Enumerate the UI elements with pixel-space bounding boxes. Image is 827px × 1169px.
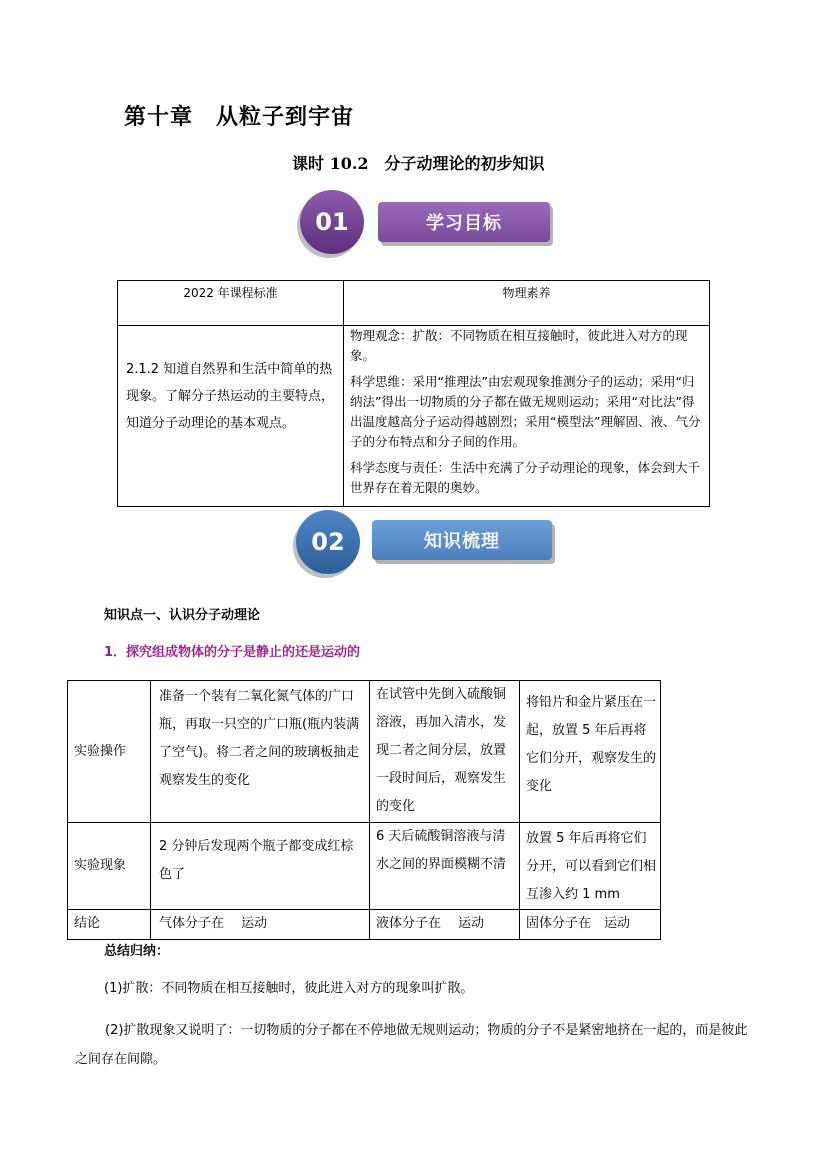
section-number-badge: 02 — [296, 510, 360, 574]
table-cell: 气体分子在 运动 — [151, 910, 370, 940]
row-label: 结论 — [68, 910, 151, 940]
table-header: 物理素养 — [344, 281, 710, 326]
section-banner-goals — [300, 190, 560, 260]
knowledge-point-heading: 知识点一、认识分子动理论 — [104, 608, 261, 623]
table-cell: 在试管中先倒入硫酸铜溶液，再加入清水，发现二者之间分层，放置一段时间后，观察发生的变化 — [370, 681, 520, 823]
experiment-table — [67, 680, 661, 940]
table-cell: 固体分子在 运动 — [520, 910, 661, 940]
literacy-item: 科学思维：采用“推理法”由宏观现象推测分子的运动；采用“归纳法”得出一切物质的分子都在做无规则运动；采用“对比法”得出温度越高分子运动得越剧烈；采用“模型法”理解固、液、气分子的分布特点和分子间的作用。 — [350, 374, 701, 449]
row-label: 实验现象 — [68, 823, 151, 910]
table-cell: 6 天后硫酸铜溶液与清水之间的界面模糊不清 — [370, 823, 520, 910]
literacy-item: 物理观念：扩散：不同物质在相互接触时，彼此进入对方的现象。 — [350, 328, 688, 363]
table-cell: 准备一个装有二氧化氮气体的广口瓶，再取一只空的广口瓶(瓶内装满了空气)。将二者之间的玻璃板抽走观察发生的变化 — [151, 681, 370, 823]
table-cell: 将铅片和金片紧压在一起，放置 5 年后再将它们分开，观察发生的变化 — [520, 681, 661, 823]
literacy-cell — [344, 326, 710, 507]
table-cell: 2 分钟后发现两个瓶子都变成红棕色了 — [151, 823, 370, 910]
goals-table — [117, 280, 710, 507]
subheading: 1．探究组成物体的分子是静止的还是运动的 — [104, 645, 361, 660]
literacy-item: 科学态度与责任：生活中充满了分子动理论的现象，体会到大千世界存在着无限的奥妙。 — [350, 460, 701, 495]
summary-point: (1)扩散：不同物质在相互接触时，彼此进入对方的现象叫扩散。 — [104, 981, 474, 996]
curriculum-standard: 2.1.2 知道自然界和生活中简单的热现象。了解分子热运动的主要特点，知道分子动理论的基本观点。 — [118, 326, 344, 507]
lesson-title: 课时 10.2 分子动理论的初步知识 — [292, 154, 545, 173]
section-banner-knowledge — [296, 510, 561, 580]
row-label: 实验操作 — [68, 681, 151, 823]
table-header: 2022 年课程标准 — [118, 281, 344, 326]
table-cell: 放置 5 年后再将它们分开，可以看到它们相互渗入约 1 mm — [520, 823, 661, 910]
section-number-badge: 01 — [300, 190, 364, 254]
table-cell: 液体分子在 运动 — [370, 910, 520, 940]
section-label: 学习目标 — [378, 202, 550, 242]
section-label: 知识梳理 — [372, 520, 552, 560]
summary-point: (2)扩散现象又说明了：一切物质的分子都在不停地做无规则运动；物质的分子不是紧密地挤在一起的，而是彼此之间存在间隙。 — [75, 1023, 748, 1067]
chapter-title: 第十章 从粒子到宇宙 — [124, 104, 355, 130]
summary-title: 总结归纳： — [104, 944, 170, 959]
